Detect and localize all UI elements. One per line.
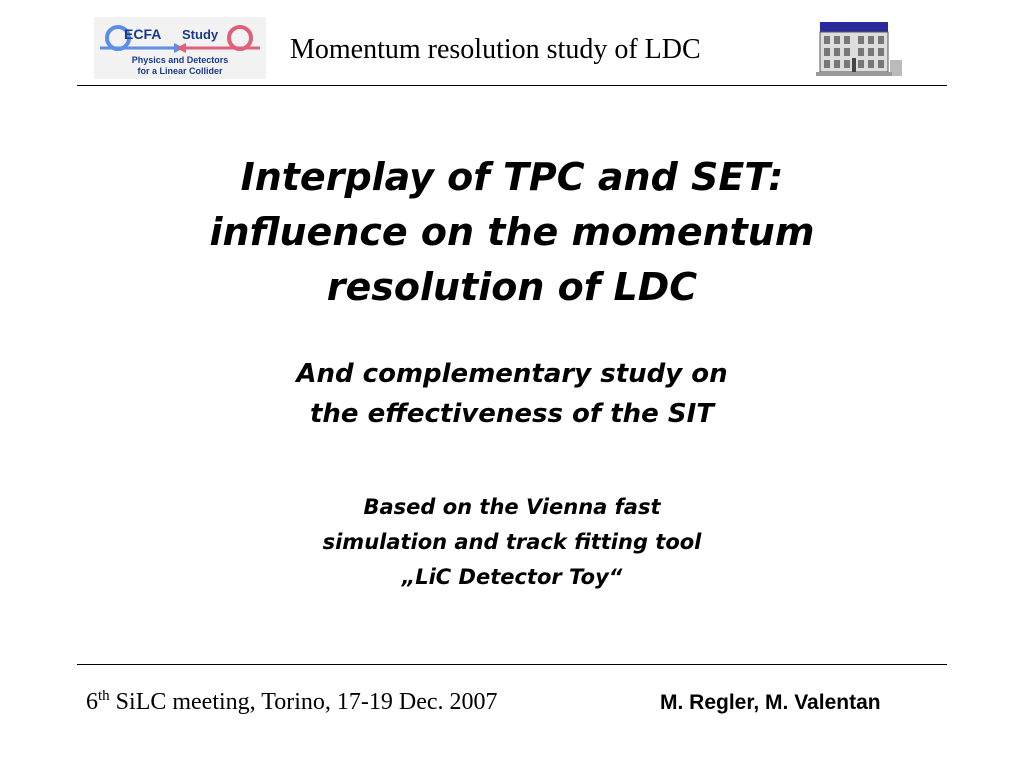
slide-subtitle [0,354,1024,434]
ecfa-logo-name: ECFA [124,26,162,42]
slide-title-line: Interplay of TPC and SET: [240,155,784,199]
meeting-info [86,689,498,716]
slide-title-line: resolution of LDC [326,265,698,309]
building-base [816,72,892,76]
slide-subtitle-line: the effectiveness of the SIT [309,399,714,429]
tool-note-line: Based on the Vienna fast [363,495,661,519]
institute-building-icon [812,16,902,78]
meeting-name: SiLC meeting, Torino, 17-19 Dec. 2007 [115,689,498,715]
ecfa-logo [94,17,266,79]
slide-title-line: influence on the momentum [209,210,815,254]
tool-note-line: simulation and track fitting tool [322,530,702,554]
ecfa-logo-study: Study [182,27,219,42]
building-roof [820,22,888,32]
header-divider [77,85,947,86]
footer-divider [77,664,947,665]
building-door [852,58,856,72]
slide-title [0,150,1024,315]
author-name: M. Valentan [765,691,881,714]
ecfa-logo-line2: for a Linear Collider [137,66,223,76]
tool-note-line: „LiC Detector Toy“ [401,565,623,589]
author-separator: , [753,691,766,714]
meeting-ordinal: 6 [86,689,98,715]
tool-note [0,490,1024,595]
authors [660,691,881,715]
author-name: M. Regler [660,691,754,714]
header-title: Momentum resolution study of LDC [290,34,701,65]
slide-subtitle-line: And complementary study on [296,359,728,389]
meeting-ordinal-suffix: th [98,688,110,704]
ecfa-logo-line1: Physics and Detectors [131,55,229,65]
